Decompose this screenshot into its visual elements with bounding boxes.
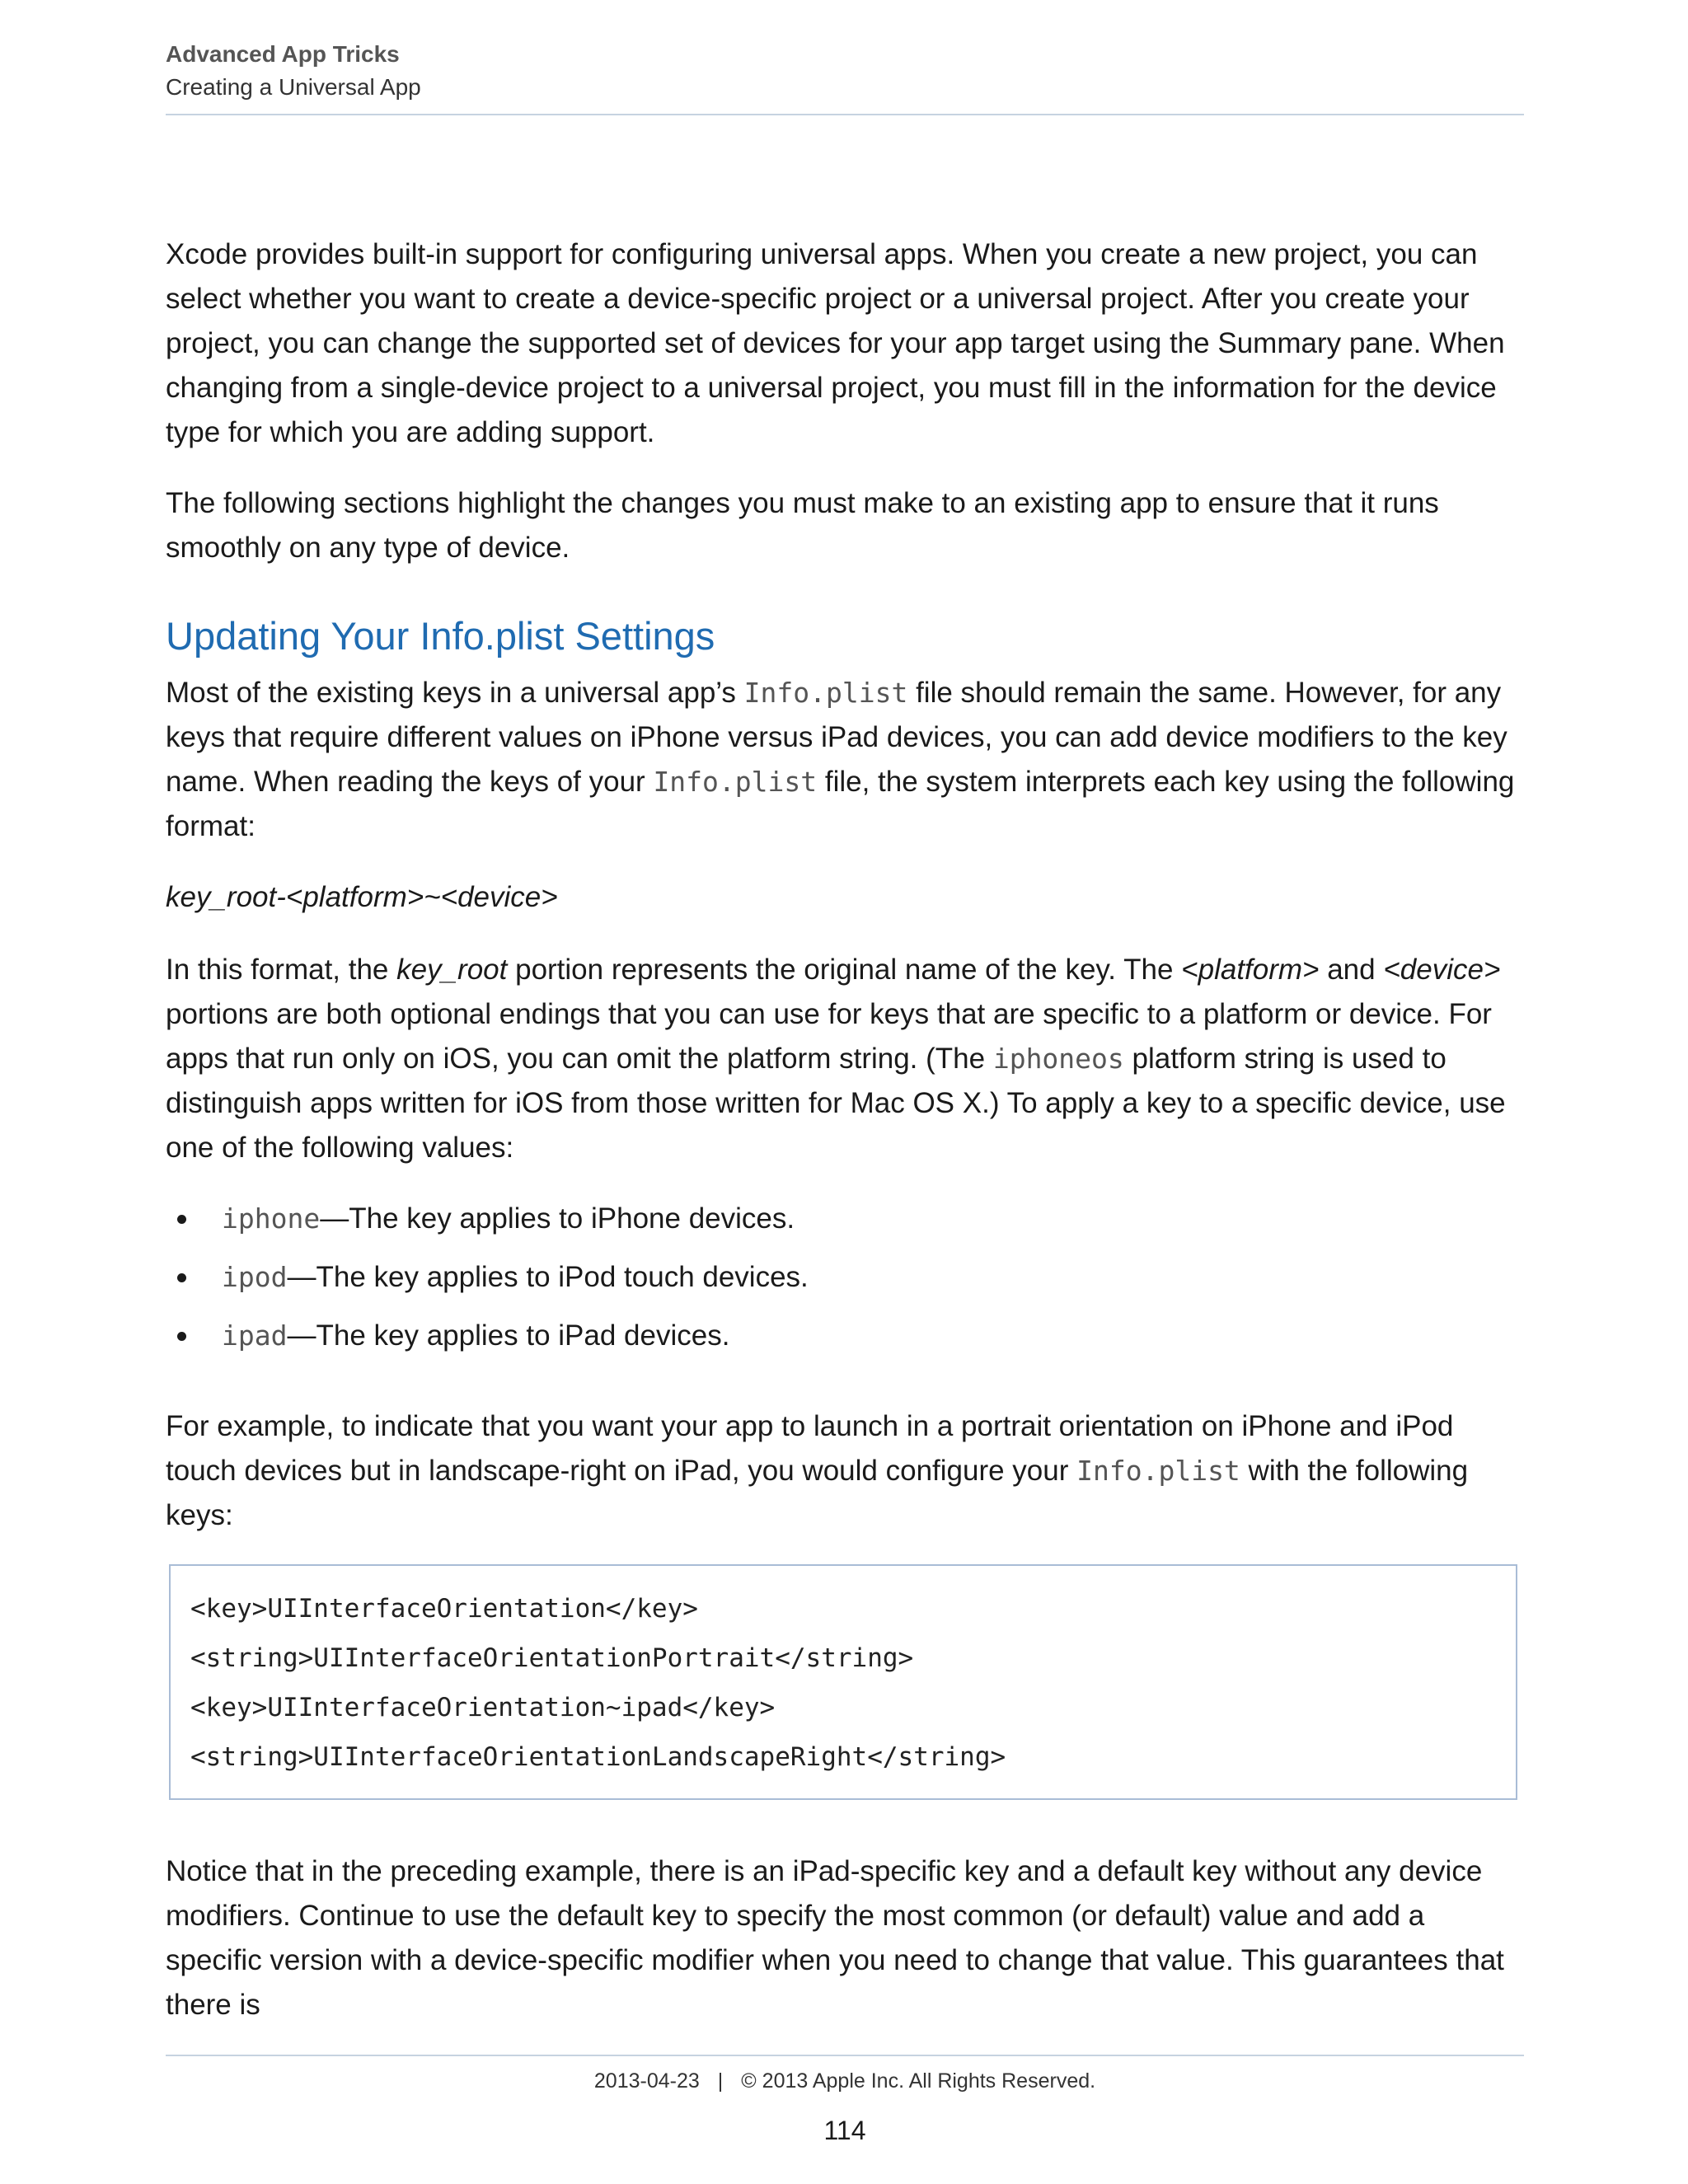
platform-term: <platform> (1181, 954, 1320, 986)
page-body (166, 232, 1524, 2054)
chapter-title: Advanced App Tricks (166, 41, 400, 67)
inline-code: Info.plist (653, 766, 818, 798)
paragraph-info-plist-keys: Most of the existing keys in a universal app’s Info.plist file should remain the same. However, for any keys that require different values on iPhone versus iPad devices, you can add device modifiers to the key name. When reading the keys of your Info.plist file, the system interprets each key using the following format: (166, 677, 1515, 842)
inline-code: iphoneos (992, 1043, 1124, 1075)
header-divider (166, 114, 1524, 115)
paragraph-notice: Notice that in the preceding example, there is an iPad-specific key and a default key without any device modifiers. Continue to use the default key to specify the most common (or default) value and add a specific version with a device-specific modifier when you need to change that value. This guarantees that there is (166, 1855, 1504, 2021)
bullet-icon (177, 1332, 186, 1341)
footer-date: 2013-04-23 (593, 2069, 700, 2093)
section-heading: Updating Your Info.plist Settings (166, 614, 715, 658)
inline-code: iphone (222, 1202, 321, 1235)
footer-copyright: © 2013 Apple Inc. All Rights Reserved. (741, 2069, 1096, 2093)
inline-code: Info.plist (1076, 1455, 1240, 1487)
code-listing (169, 1564, 1517, 1800)
device-values-list (166, 1197, 1524, 1358)
device-term: <device> (1383, 954, 1501, 986)
footer-separator: | (717, 2069, 724, 2093)
page-number: 114 (823, 2116, 866, 2145)
paragraph-example: For example, to indicate that you want your app to launch in a portrait orientation on iPhone and iPod touch devices but in landscape-right on iPad, you would configure your Info.plist with the following keys: (166, 1410, 1469, 1531)
bullet-icon (177, 1215, 186, 1224)
list-item: ipod—The key applies to iPod touch devices. (166, 1255, 1524, 1300)
running-header (166, 38, 1524, 104)
intro-paragraph-1: Xcode provides built-in support for configuring universal apps. When you create a new project, you can select whether you want to create a device-specific project or a universal project. After you create your project, you can change the supported set of devices for your app target using the Summary pane. When changing from a single-device project to a universal project, you must fill in the information for the device type for which you are adding support. (166, 238, 1505, 448)
key-root-term: key_root (396, 954, 508, 986)
list-item: iphone—The key applies to iPhone devices. (166, 1197, 1524, 1241)
code-line: <string>UIInterfaceOrientationLandscapeRight</string> (190, 1742, 1006, 1772)
bullet-icon (177, 1273, 186, 1282)
code-line: <key>UIInterfaceOrientation~ipad</key> (190, 1693, 776, 1722)
inline-code: Info.plist (743, 677, 908, 709)
paragraph-format-explanation: In this format, the key_root portion represents the original name of the key. The <platform> and <device> portions are both optional endings that you can use for keys that are specific to a platform or device. For apps that run only on iOS, you can omit the platform string. (The iphoneos platform string is used to distinguish apps written for iOS from those written for Mac OS X.) To apply a key to a specific device, use one of the following values: (166, 954, 1506, 1164)
page-footer (166, 2064, 1524, 2097)
key-format-line: key_root-<platform>~<device> (166, 881, 558, 913)
inline-code: ipad (222, 1319, 288, 1352)
section-title: Creating a Universal App (166, 74, 421, 100)
intro-paragraph-2: The following sections highlight the changes you must make to an existing app to ensure that it runs smoothly on any type of device. (166, 487, 1439, 564)
footer-divider (166, 2055, 1524, 2056)
inline-code: ipod (222, 1261, 288, 1293)
code-line: <string>UIInterfaceOrientationPortrait</string> (190, 1643, 914, 1673)
code-line: <key>UIInterfaceOrientation</key> (190, 1594, 698, 1624)
list-item: ipad—The key applies to iPad devices. (166, 1314, 1524, 1358)
